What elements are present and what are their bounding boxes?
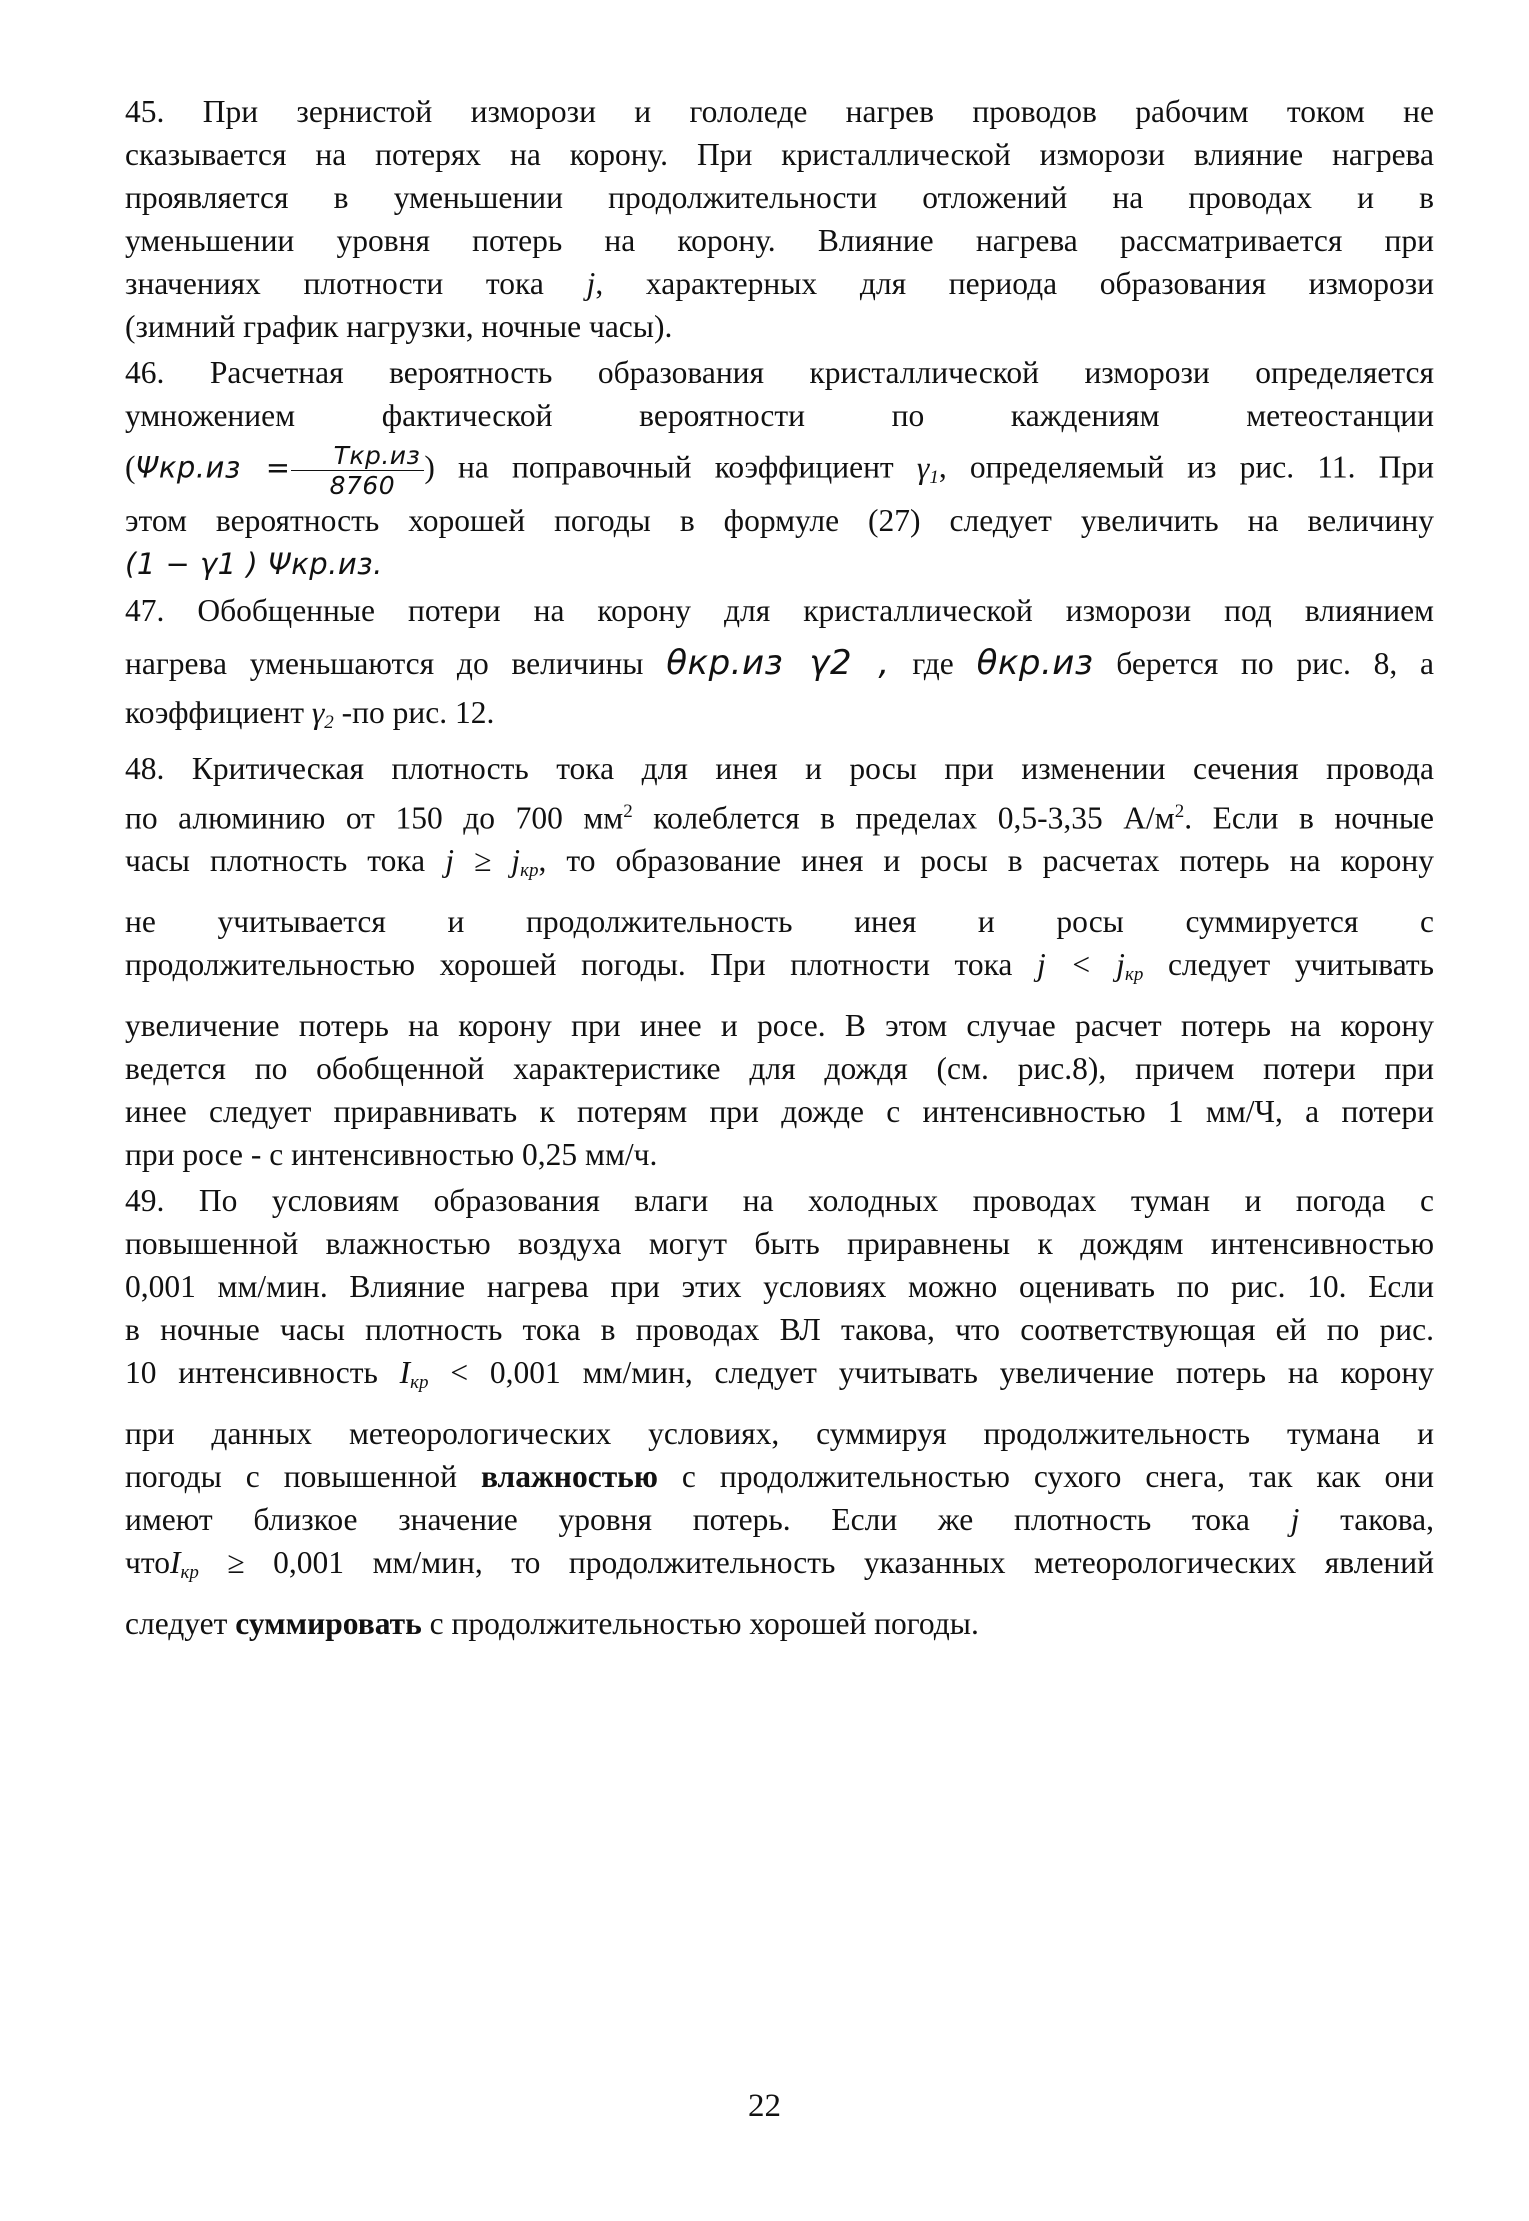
handwritten-theta: θкр.из [976,642,1094,683]
p46-line-4: этом вероятность хорошей погоды в формуле (27) следует увеличить на величину [125,502,1434,538]
p49-text: что [125,1545,170,1581]
p45-line-4: уменьшении уровня потерь на корону. Влияние нагрева рассматривается при [125,223,1434,258]
p47-text: -по рис. 12. [341,694,495,730]
p45-text: значениях плотности тока [125,266,544,301]
p48-line-2 [86,790,1434,840]
page-number: 22 [748,2088,781,2124]
p49-text: с продолжительностью хорошей погоды. [429,1606,979,1642]
p45-line-1: 45. При зернистой изморози и гололеде нагрев проводов рабочим током не [125,94,1434,129]
bold-word: суммировать [235,1606,422,1642]
p45-line-6: (зимний график нагрузки, ночные часы). [125,309,673,344]
p48-line-4: не учитывается и продолжительность инея и росы суммируется с [125,904,1434,940]
intensity-ikr-symbol: $I_{кр}$ [169,1545,199,1584]
p49-line-3: 0,001 мм/мин. Влияние нагрева при этих условиях можно оценивать по рис. 10. Если [125,1269,1434,1305]
p49-text: < 0,001 мм/мин, следует учитывать увеличение потерь на корону [450,1355,1435,1391]
p46-line-5 [86,542,1434,586]
current-density-symbol: j [586,266,596,301]
p49-text: погоды с повышенной [125,1459,457,1495]
superscript: 2 [1174,800,1185,822]
p49-line-2: повышенной влажностью воздуха могут быть приравнены к дождям интенсивностью [125,1226,1434,1262]
p48-text: следует учитывать [1167,947,1435,983]
paragraph-45 [86,90,1434,348]
body-text [86,90,1434,1645]
handwritten-correction: (1 − γ1 ) Ψкр.из. [125,546,383,581]
p46-text: ) на поправочный коэффициент [424,449,894,485]
p49-line-7 [86,1455,1434,1498]
handwritten-theta-gamma: θкр.из γ2 , [666,642,890,683]
p46-line-1: 46. Расчетная вероятность образования кристаллической изморози определяется [125,355,1434,390]
p46-text: , определяемый из рис. 11. При [938,449,1435,485]
p48-line-5 [86,943,1434,996]
p49-line-10 [86,1602,1434,1645]
p48-line-3 [86,839,1434,892]
handwritten-fraction [291,443,425,498]
p49-text: имеют близкое значение уровня потерь. Если же плотность тока [125,1502,1250,1538]
p47-text: берется по рис. 8, а [1116,645,1434,681]
p48-text: часы плотность тока [125,843,426,879]
paragraph-47 [86,589,1434,744]
paragraph-46 [86,351,1434,586]
p49-text: 10 интенсивность [125,1355,378,1391]
p49-text: следует [125,1606,228,1642]
gamma-1-symbol: $\gamma_1$ [916,449,939,488]
p48-line-1: 48. Критическая плотность тока для инея и росы при изменении сечения провода [125,750,1434,786]
intensity-ikr-symbol: $I_{кр}$ [399,1355,429,1394]
p49-line-5 [86,1351,1434,1404]
p49-line-6: при данных метеорологических условиях, суммируя продолжительность тумана и [125,1416,1434,1452]
gamma-2-symbol: $\gamma_2$ [311,694,334,733]
p45-line-5 [86,262,1434,305]
p48-text: , то образование инея и росы в расчетах потерь на корону [538,843,1435,879]
p49-line-1: 49. По условиям образования влаги на холодных проводах туман и погода с [125,1183,1434,1219]
p47-line-3 [86,691,1434,744]
p47-text: коэффициент [125,694,304,730]
p46-text: ( [125,449,136,485]
p48-line-6: увеличение потерь на корону при инее и росе. В этом случае расчет потерь на корону [125,1008,1434,1044]
inequality-j-geq-jkr: $j \ge j_{кр}$ [445,843,539,882]
superscript: 2 [623,800,633,822]
p48-text: по алюминию от 150 до 700 мм [125,800,624,836]
p47-text: где [912,645,954,681]
p47-line-1: 47. Обобщенные потери на корону для кристаллической изморози под влиянием [125,592,1434,628]
p49-text: ≥ 0,001 мм/мин, то продолжительность указанных метеорологических явлений [227,1545,1434,1581]
current-density-symbol: j [1290,1502,1300,1538]
fraction-numerator: Ткр.из [291,443,425,471]
p48-line-7: ведется по обобщенной характеристике для дождя (см. рис.8), причем потери при [125,1051,1434,1087]
p45-line-3: проявляется в уменьшении продолжительности отложений на проводах и в [125,180,1434,215]
p49-line-8 [86,1498,1434,1541]
p46-line-3 [86,443,1434,499]
p49-text: с продолжительностью сухого снега, так как они [681,1459,1434,1495]
p45-text: , характерных для периода образования изморози [595,266,1435,301]
bold-word: влажностью [480,1459,658,1495]
p47-line-2 [86,642,1434,685]
paragraph-49 [86,1179,1434,1645]
p46-line-2: умножением фактической вероятности по каждениям метеостанции [125,398,1434,433]
inequality-j-lt-jkr: $j < j_{кр}$ [1037,947,1144,986]
p48-text: . Если в ночные [1184,800,1434,836]
p49-line-9 [86,1541,1434,1594]
p48-text: продолжительностью хорошей погоды. При плотности тока [125,947,1013,983]
p48-line-9: при росе - с интенсивностью 0,25 мм/ч. [125,1137,658,1173]
p47-text: нагрева уменьшаются до величины [125,645,644,681]
paragraph-48 [86,747,1434,1177]
p48-text: колеблется в пределах 0,5-3,35 А/м [632,800,1175,836]
p49-line-4: в ночные часы плотность тока в проводах ВЛ такова, что соответствующая ей по рис. [125,1312,1434,1348]
p48-line-8: инее следует приравнивать к потерям при дожде с интенсивностью 1 мм/Ч, а потери [125,1094,1434,1130]
fraction-denominator: 8760 [329,471,396,500]
p45-line-2: сказывается на потерях на корону. При кристаллической изморози влияние нагрева [125,137,1434,172]
handwritten-formula-psi: Ψкр.из = [135,450,291,485]
p49-text: такова, [1340,1502,1435,1538]
